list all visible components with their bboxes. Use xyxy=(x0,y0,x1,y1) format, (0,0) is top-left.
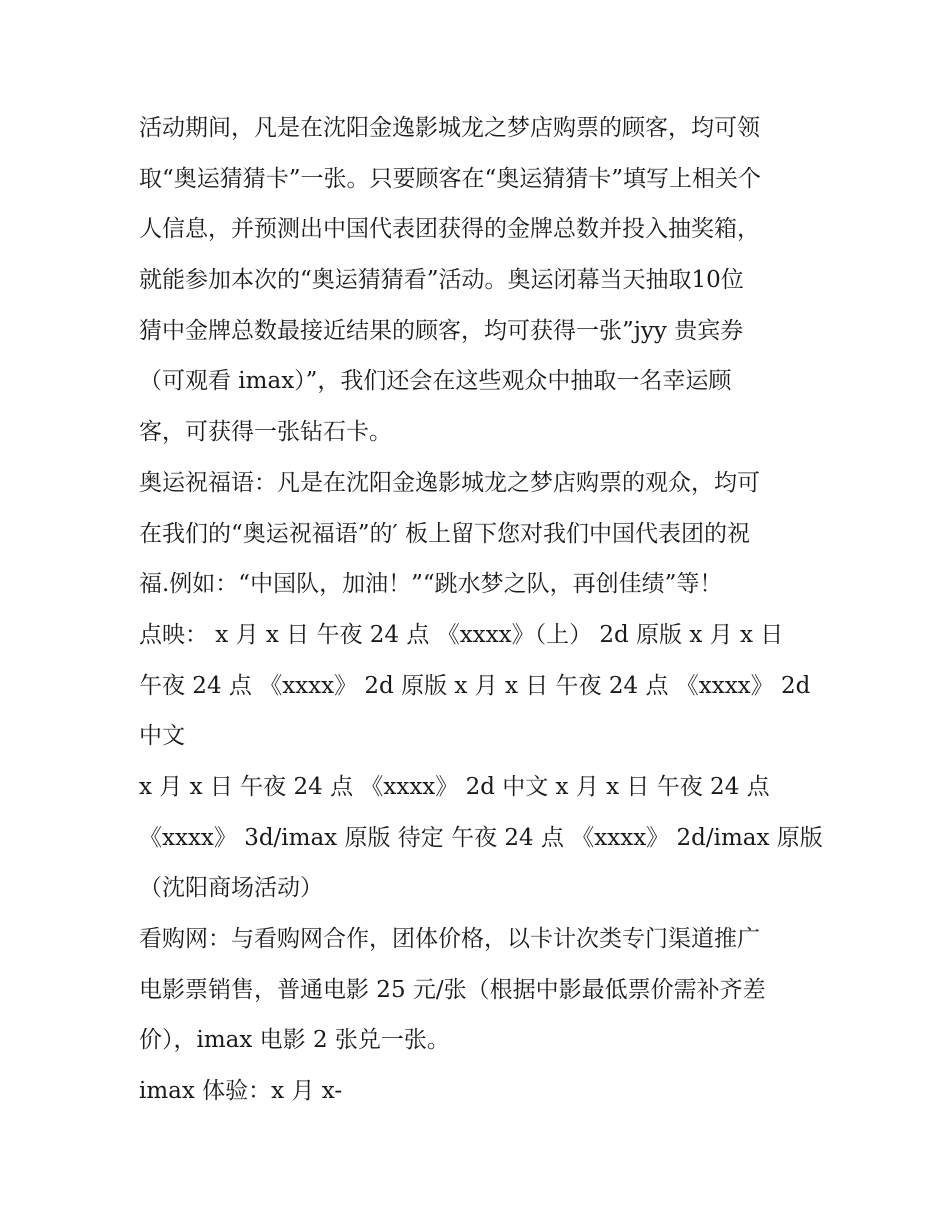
text-line: 在我们的“奥运祝福语”的′ 板上留下您对我们中国代表团的祝 xyxy=(139,520,751,547)
text-line: 点映： x 月 x 日 午夜 24 点 《xxxx》（上） 2d 原版 x 月 x 日 xyxy=(139,621,784,648)
text-line: 奥运祝福语：凡是在沈阳金逸影城龙之梦店购票的观众，均可 xyxy=(139,469,760,496)
document-body xyxy=(139,103,829,1117)
text-line: 《xxxx》 3d/imax 原版 待定 午夜 24 点 《xxxx》 2d/imax 原版 xyxy=(139,824,823,851)
text-line: 猜中金牌总数最接近结果的顾客，均可获得一张”jyy 贵宾券 xyxy=(139,317,744,344)
text-line: 午夜 24 点 《xxxx》 2d 原版 x 月 x 日 午夜 24 点 《xxxx》 2d xyxy=(139,672,811,699)
text-line: 就能参加本次的“奥运猜猜看”活动。奥运闭幕当天抽取10位 xyxy=(139,267,744,294)
text-line: （沈阳商场活动） xyxy=(139,875,323,902)
text-line: 取“奥运猜猜卡”一张。只要顾客在“奥运猜猜卡”填写上相关个 xyxy=(139,165,762,192)
text-line: 电影票销售，普通电影 25 元/张（根据中影最低票价需补齐差 xyxy=(139,976,766,1003)
text-line: 价），imax 电影 2 张兑一张。 xyxy=(139,1027,450,1054)
text-line: 中文 xyxy=(139,723,185,750)
text-line: 活动期间，凡是在沈阳金逸影城龙之梦店购票的顾客，均可领 xyxy=(139,115,760,141)
text-line: x 月 x 日 午夜 24 点 《xxxx》 2d 中文 x 月 x 日 午夜 24 点 xyxy=(139,773,770,800)
text-line: imax 体验：x 月 x- xyxy=(139,1078,343,1105)
text-line: 人信息，并预测出中国代表团获得的金牌总数并投入抽奖箱， xyxy=(139,216,760,243)
text-line: 客，可获得一张钻石卡。 xyxy=(139,419,392,446)
text-line: 看购网：与看购网合作，团体价格，以卡计次类专门渠道推广 xyxy=(139,926,760,952)
text-line: 福.例如：“中国队，加油！”“跳水梦之队，再创佳绩”等！ xyxy=(139,571,723,598)
text-line: （可观看 imax）”，我们还会在这些观众中抽取一名幸运顾 xyxy=(139,368,732,395)
